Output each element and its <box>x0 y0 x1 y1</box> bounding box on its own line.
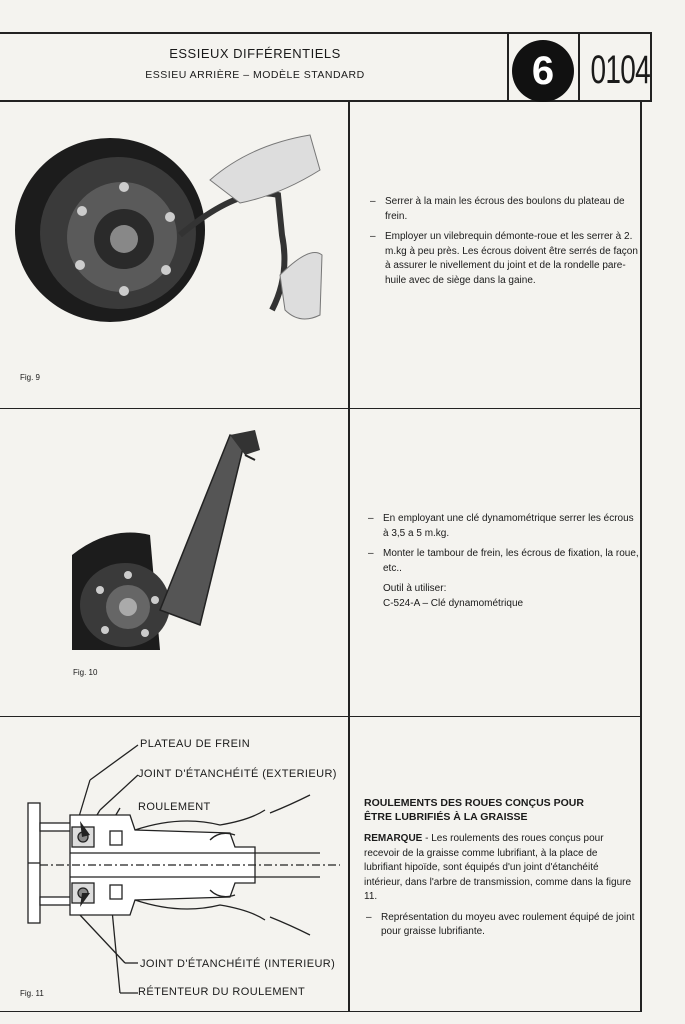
label-bearing-retainer: RÉTENTEUR DU ROULEMENT <box>138 986 306 998</box>
page-subtitle: ESSIEU ARRIÈRE – MODÈLE STANDARD <box>145 69 365 81</box>
header-top-rule <box>0 32 652 34</box>
label-bearing: ROULEMENT <box>138 801 211 813</box>
fig9-brake-photo <box>10 125 330 335</box>
section2-item-2: – Monter le tambour de frein, les écrous de fixation, la roue, etc.. <box>368 547 640 576</box>
page-bottom-rule <box>0 1011 642 1012</box>
remark-label: REMARQUE <box>364 833 423 844</box>
section3-heading-line1: ROULEMENTS DES ROUES CONÇUS POUR <box>364 797 584 809</box>
tool-value: C-524-A – Clé dynamométrique <box>383 597 524 609</box>
row-divider-2 <box>0 716 642 717</box>
section3-heading-line2: ÊTRE LUBRIFIÉS À LA GRAISSE <box>364 811 528 823</box>
section2-text <box>368 512 640 611</box>
chapter-badge <box>512 40 574 102</box>
section3-text <box>364 796 636 946</box>
page-number: 0104 <box>590 48 650 92</box>
row-divider-1 <box>0 408 642 409</box>
label-outer-seal: JOINT D'ÉTANCHÉITÉ (EXTERIEUR) <box>138 768 337 780</box>
section3-remark <box>364 832 636 905</box>
tool-label: Outil à utiliser: <box>383 583 447 594</box>
page-title: ESSIEUX DIFFÉRENTIELS <box>169 46 341 61</box>
section1-text <box>370 195 640 294</box>
header-right-edge <box>650 32 652 102</box>
section3-item-1: – Représentation du moyeu avec roulement équipé de joint pour graisse lubrifiante. <box>366 911 636 940</box>
right-margin-rule <box>640 100 642 1012</box>
fig10-caption: Fig. 10 <box>73 668 98 677</box>
fig11-caption: Fig. 11 <box>20 989 44 998</box>
remark-text: - Les roulements des roues conçus pour recevoir de la graisse comme lubrifiant, à la place de lubrifiant hipoïde, sont équipés d'un joint d'étanchéité intérieur, dans l'arbre de transmission, comme dans la figure 11. <box>364 833 632 902</box>
header-divider <box>507 32 509 102</box>
header-divider-2 <box>578 32 580 102</box>
chapter-number: 6 <box>531 49 555 93</box>
fig9-caption: Fig. 9 <box>20 373 41 382</box>
fig10-torque-wrench-photo <box>70 425 270 655</box>
section1-item-2: – Employer un vilebrequin démonte-roue et les serrer à 2. m.kg à peu près. Les écrous doivent être serrés de façon à assurer le nivellement du joint et de la rondelle pare-huile avec de siège dans la gaine. <box>370 230 640 288</box>
label-inner-seal: JOINT D'ÉTANCHÉITÉ (INTERIEUR) <box>140 958 336 970</box>
section3-heading <box>364 796 636 824</box>
section1-item-1: – Serrer à la main les écrous des boulons du plateau de frein. <box>370 195 640 224</box>
label-brake-plate: PLATEAU DE FREIN <box>140 738 251 750</box>
section2-item-1: – En employant une clé dynamométrique serrer les écrous à 3,5 a 5 m.kg. <box>368 512 640 541</box>
column-divider <box>348 100 350 1012</box>
